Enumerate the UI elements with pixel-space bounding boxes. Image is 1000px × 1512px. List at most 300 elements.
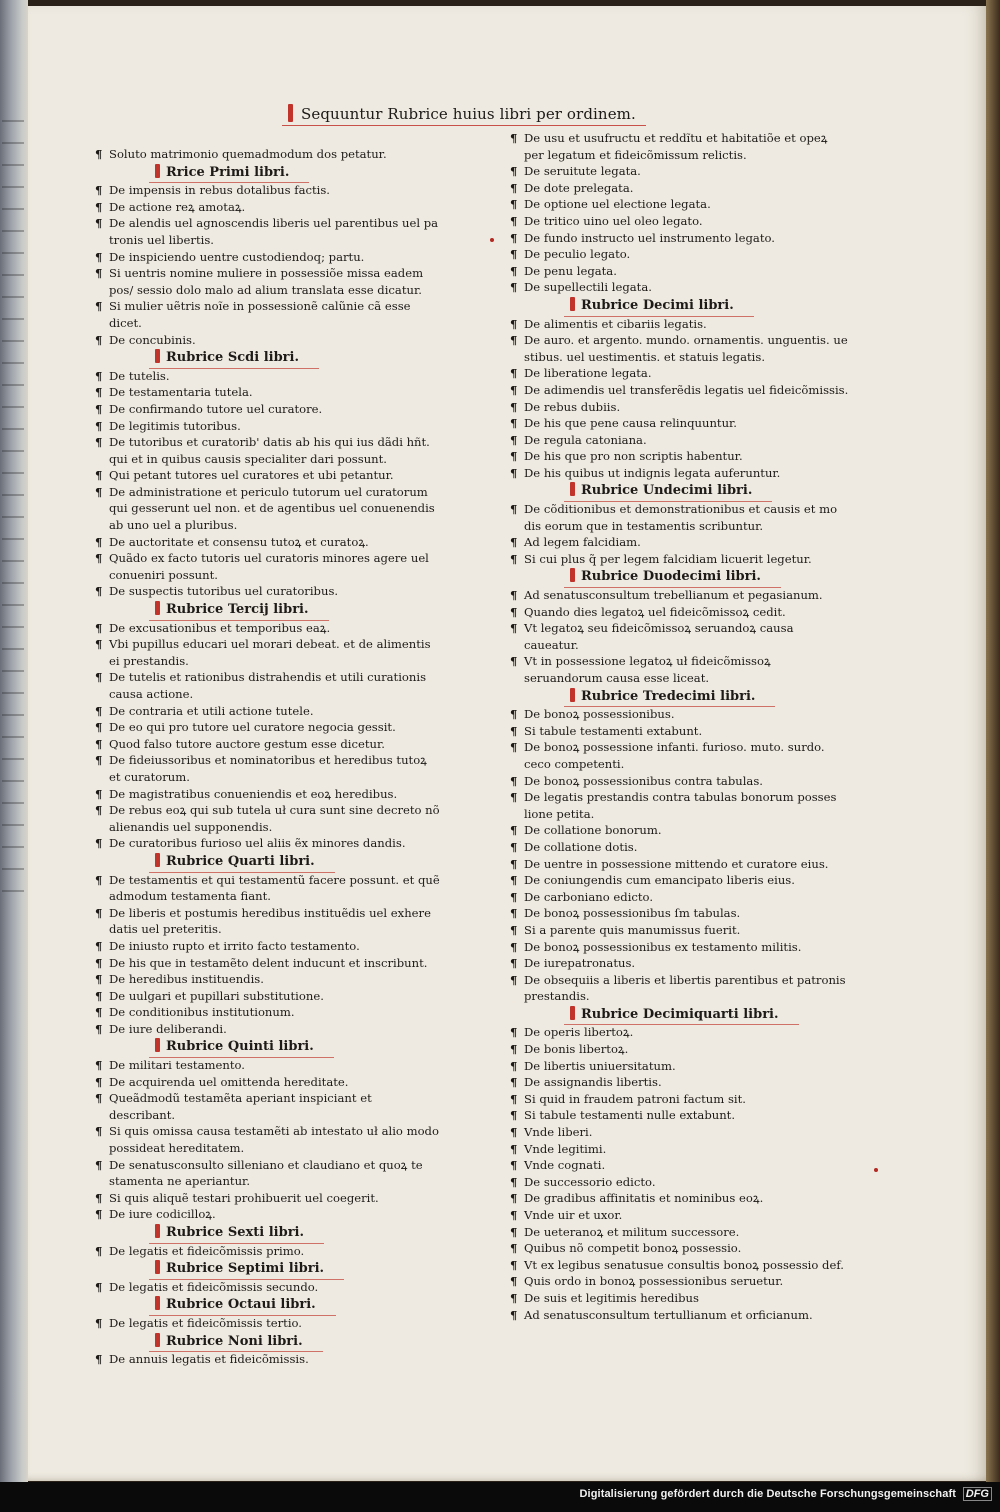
index-entry — [510, 1240, 850, 1257]
index-entry — [95, 1074, 440, 1091]
rubric-text: Rubrice Noni libri. — [166, 1333, 303, 1349]
rubric-text: Rubrice Scdi libri. — [166, 350, 299, 366]
rubric-text: Rubrice Octaui libri. — [166, 1297, 316, 1313]
entry-text: De his que pro non scriptis habentur. — [524, 449, 743, 464]
entry-text: De gradibus affinitatis et nominibus eoꝝ. — [524, 1191, 764, 1206]
pilcrow-icon: ¶ — [510, 972, 518, 987]
rubric-label — [570, 688, 755, 706]
pilcrow-icon: ¶ — [510, 1108, 518, 1123]
index-entry — [510, 279, 850, 296]
rubric-label — [155, 1296, 316, 1314]
rubric-label — [155, 164, 289, 182]
index-entry — [510, 1141, 850, 1158]
pilcrow-icon: ¶ — [510, 873, 518, 888]
rubric-heading — [95, 1223, 440, 1243]
page-headline — [288, 104, 636, 123]
index-entry — [95, 265, 440, 298]
index-entry — [510, 230, 850, 247]
pilcrow-icon: ¶ — [510, 449, 518, 464]
index-entry — [95, 1315, 440, 1332]
index-entry — [510, 1124, 850, 1141]
index-entry — [95, 905, 440, 938]
index-entry — [510, 399, 850, 416]
entry-text: De his que in testamẽto delent inducunt et inscribunt. — [109, 955, 428, 970]
pilcrow-icon: ¶ — [95, 1058, 103, 1073]
index-entry — [95, 620, 440, 637]
pilcrow-icon: ¶ — [95, 670, 103, 685]
entry-text: De bonoꝝ possessionibus contra tabulas. — [524, 773, 763, 788]
headline-text: Sequuntur Rubrice huius libri per ordinem. — [301, 105, 636, 123]
pilcrow-icon: ¶ — [95, 484, 103, 499]
entry-text: Vnde liberi. — [524, 1125, 593, 1140]
index-entry — [510, 415, 850, 432]
pilcrow-icon: ¶ — [95, 385, 103, 400]
pilcrow-icon: ¶ — [510, 416, 518, 431]
pilcrow-icon: ¶ — [95, 703, 103, 718]
entry-text: De testamentaria tutela. — [109, 385, 253, 400]
pilcrow-icon: ¶ — [95, 753, 103, 768]
rubric-heading — [510, 687, 850, 707]
entry-text: Si quid in fraudem patroni factum sit. — [524, 1091, 746, 1106]
rubric-text: Rubrice Quarti libri. — [166, 853, 315, 869]
pilcrow-icon: ¶ — [95, 972, 103, 987]
index-entry — [95, 1090, 440, 1123]
pilcrow-icon: ¶ — [95, 1021, 103, 1036]
pilcrow-icon: ¶ — [510, 1025, 518, 1040]
entry-text: De rebus eoꝝ qui sub tutela uł cura sunt sine decreto nõ alienandis uel supponendis. — [109, 803, 440, 834]
index-entry — [510, 1058, 850, 1075]
entry-text: De liberis et postumis heredibus instituẽdis uel exhere datis uel preteritis. — [109, 905, 431, 937]
page-edge — [986, 0, 1000, 1482]
index-entry — [510, 1257, 850, 1274]
rubric-text: Rubrice Duodecimi libri. — [581, 569, 761, 585]
index-entry — [510, 465, 850, 482]
pilcrow-icon: ¶ — [510, 551, 518, 566]
index-entry — [510, 1307, 850, 1324]
index-entry — [95, 736, 440, 753]
index-entry — [95, 368, 440, 385]
entry-text: De conditionibus institutionum. — [109, 1005, 295, 1020]
rubrication-mark — [155, 853, 160, 867]
entry-text: Quãdo ex facto tutoris uel curatoris minores agere uel conueniri possunt. — [109, 551, 429, 582]
rubric-heading — [95, 1037, 440, 1057]
rubrication-mark — [155, 164, 160, 178]
index-entry — [510, 856, 850, 873]
dfg-logo: DFG — [963, 1487, 992, 1501]
index-entry — [95, 1206, 440, 1223]
entry-text: Si a parente quis manumissus fuerit. — [524, 922, 741, 937]
entry-text: Ad legem falcidiam. — [524, 535, 641, 550]
rubrication-mark — [570, 297, 575, 311]
index-entry — [95, 467, 440, 484]
index-entry — [95, 146, 440, 163]
pilcrow-icon: ¶ — [95, 803, 103, 818]
entry-text: De legatis et fideicõmissis tertio. — [109, 1315, 302, 1330]
index-entry — [95, 703, 440, 720]
index-entry — [510, 163, 850, 180]
entry-text: De successorio edicto. — [524, 1174, 656, 1189]
pilcrow-icon: ¶ — [95, 299, 103, 314]
entry-text: De inspiciendo uentre custodiendoq; partu. — [109, 249, 365, 264]
index-entry — [510, 972, 850, 1005]
entry-text: De annuis legatis et fideicõmissis. — [109, 1352, 309, 1367]
pilcrow-icon: ¶ — [95, 551, 103, 566]
index-entry — [95, 215, 440, 248]
entry-text: De bonoꝝ possessione infanti. furioso. muto. surdo. ceco competenti. — [524, 740, 825, 771]
entry-text: Queãdmodũ testamẽta aperiant inspiciant et describant. — [109, 1091, 372, 1122]
rubric-label — [570, 482, 752, 500]
index-entry — [95, 669, 440, 702]
index-entry — [510, 922, 850, 939]
rubrication-mark — [155, 1260, 160, 1274]
rubric-label — [155, 1333, 303, 1351]
rubric-text: Rubrice Septimi libri. — [166, 1261, 325, 1277]
pilcrow-icon: ¶ — [510, 1257, 518, 1272]
index-entry — [510, 213, 850, 230]
entry-text: De penu legata. — [524, 263, 617, 278]
pilcrow-icon: ¶ — [510, 654, 518, 669]
entry-text: De iure codicilloꝝ. — [109, 1207, 216, 1222]
rubric-heading — [95, 348, 440, 368]
index-entry — [510, 501, 850, 534]
rubric-label — [155, 1224, 304, 1242]
entry-text: De curatoribus furioso uel aliis ẽx minores dandis. — [109, 836, 406, 851]
rubric-text: Rubrice Tercij libri. — [166, 602, 309, 618]
pilcrow-icon: ¶ — [95, 736, 103, 751]
pilcrow-icon: ¶ — [510, 366, 518, 381]
pilcrow-icon: ¶ — [510, 1158, 518, 1173]
entry-text: De bonoꝝ possessionibus ex testamento militis. — [524, 939, 802, 954]
entry-text: Vt in possessione legatoꝝ uł fideicõmissoꝝ seruandorum causa esse liceat. — [524, 654, 771, 685]
pilcrow-icon: ¶ — [95, 584, 103, 599]
index-entry — [510, 316, 850, 333]
entry-text: De uentre in possessione mittendo et curatore eius. — [524, 856, 829, 871]
rubric-label — [570, 297, 734, 315]
entry-text: De contraria et utili actione tutele. — [109, 703, 314, 718]
entry-text: De eo qui pro tutore uel curatore negocia gessit. — [109, 720, 396, 735]
index-entry — [510, 587, 850, 604]
pilcrow-icon: ¶ — [95, 955, 103, 970]
rubrication-mark — [570, 688, 575, 702]
entry-text: Vnde cognati. — [524, 1158, 606, 1173]
index-entry — [510, 1207, 850, 1224]
pilcrow-icon: ¶ — [95, 1315, 103, 1330]
index-entry — [510, 839, 850, 856]
index-entry — [95, 1190, 440, 1207]
index-entry — [95, 534, 440, 551]
index-entry — [95, 835, 440, 852]
pilcrow-icon: ¶ — [510, 707, 518, 722]
index-entry — [95, 1351, 440, 1368]
entry-text: Quibus nõ competit bonoꝝ possessio. — [524, 1241, 742, 1256]
pilcrow-icon: ¶ — [95, 720, 103, 735]
entry-text: De rebus dubiis. — [524, 399, 621, 414]
pilcrow-icon: ¶ — [510, 956, 518, 971]
entry-text: De usu et usufructu et reddĩtu et habitatiõe et opeꝝ per legatum et fideicõmissum relictis. — [524, 131, 828, 162]
index-entry — [510, 1024, 850, 1041]
rubrication-mark — [155, 1224, 160, 1238]
pilcrow-icon: ¶ — [510, 465, 518, 480]
entry-text: Si tabule testamenti nulle extabunt. — [524, 1108, 736, 1123]
pilcrow-icon: ¶ — [95, 183, 103, 198]
pilcrow-icon: ¶ — [510, 604, 518, 619]
rubric-heading — [510, 1005, 850, 1025]
entry-text: De fundo instructo uel instrumento legato. — [524, 230, 775, 245]
pilcrow-icon: ¶ — [510, 856, 518, 871]
entry-text: De collatione dotis. — [524, 839, 638, 854]
entry-text: Quis ordo in bonoꝝ possessionibus seruetur. — [524, 1274, 784, 1289]
index-entry — [95, 583, 440, 600]
entry-text: Vnde legitimi. — [524, 1141, 607, 1156]
entry-text: Soluto matrimonio quemadmodum dos petatur. — [109, 147, 387, 161]
pilcrow-icon: ¶ — [510, 1174, 518, 1189]
index-entry — [95, 484, 440, 534]
rubric-text: Rubrice Decimiquarti libri. — [581, 1006, 779, 1022]
entry-text: De regula catoniana. — [524, 432, 647, 447]
entry-text: De suis et legitimis heredibus — [524, 1290, 699, 1305]
index-entry — [510, 1290, 850, 1307]
index-entry — [510, 196, 850, 213]
pilcrow-icon: ¶ — [95, 1243, 103, 1258]
pilcrow-icon: ¶ — [95, 249, 103, 264]
rubrication-mark — [155, 601, 160, 615]
index-entry — [95, 1157, 440, 1190]
rubrication-mark — [570, 482, 575, 496]
entry-text: Vt ex legibus senatusue consultis bonoꝝ possessio def. — [524, 1257, 844, 1272]
index-entry — [510, 246, 850, 263]
pilcrow-icon: ¶ — [95, 905, 103, 920]
pilcrow-icon: ¶ — [510, 1290, 518, 1305]
index-entry — [510, 1074, 850, 1091]
entry-text: De bonis libertoꝝ. — [524, 1042, 629, 1057]
pilcrow-icon: ¶ — [510, 164, 518, 179]
pilcrow-icon: ¶ — [95, 266, 103, 281]
entry-text: De actione reꝝ amotaꝝ. — [109, 199, 246, 214]
pilcrow-icon: ¶ — [95, 1091, 103, 1106]
entry-text: De tutelis et rationibus distrahendis et utili curationis causa actione. — [109, 670, 427, 701]
pilcrow-icon: ¶ — [95, 468, 103, 483]
index-entry — [95, 752, 440, 785]
rubric-text: Rubrice Undecimi libri. — [581, 483, 753, 499]
entry-text: De alimentis et cibariis legatis. — [524, 316, 707, 331]
rubric-heading — [510, 296, 850, 316]
index-entry — [95, 1243, 440, 1260]
pilcrow-icon: ¶ — [510, 1224, 518, 1239]
headline-underline — [282, 125, 646, 126]
index-entry — [95, 971, 440, 988]
index-entry — [95, 1057, 440, 1074]
index-entry — [95, 418, 440, 435]
pilcrow-icon: ¶ — [510, 333, 518, 348]
pilcrow-icon: ¶ — [510, 502, 518, 517]
index-entry — [95, 249, 440, 266]
entry-text: De administratione et periculo tutorum uel curatorum qui gesserunt uel non. et de agentibus uel conuenendis ab uno uel a pluribus. — [109, 484, 435, 533]
ink-dot — [490, 238, 494, 242]
pilcrow-icon: ¶ — [510, 1058, 518, 1073]
entry-text: Si tabule testamenti extabunt. — [524, 723, 703, 738]
index-entry — [510, 448, 850, 465]
index-entry — [95, 938, 440, 955]
index-entry — [510, 939, 850, 956]
pilcrow-icon: ¶ — [95, 332, 103, 347]
index-entry — [95, 988, 440, 1005]
rubrication-mark — [155, 1296, 160, 1310]
index-entry — [510, 739, 850, 772]
entry-text: Ad senatusconsultum trebellianum et pegasianum. — [524, 588, 823, 603]
rubrication-mark — [288, 104, 293, 122]
entry-text: De tutoribus et curatorib' datis ab his qui ius dãdi hñt. qui et in quibus causis specialiter dari possunt. — [109, 435, 430, 466]
index-entry — [95, 1123, 440, 1156]
pilcrow-icon: ¶ — [510, 906, 518, 921]
entry-text: Vt legatoꝝ seu fideicõmissoꝝ seruandoꝝ causa caueatur. — [524, 621, 794, 652]
entry-text: De legatis et fideicõmissis primo. — [109, 1243, 305, 1258]
pilcrow-icon: ¶ — [95, 401, 103, 416]
entry-text: De auro. et argento. mundo. ornamentis. unguentis. ue stibus. uel uestimentis. et statuis legatis. — [524, 333, 848, 364]
entry-text: De his quibus ut indignis legata auferuntur. — [524, 465, 781, 480]
pilcrow-icon: ¶ — [510, 432, 518, 447]
index-entry — [95, 401, 440, 418]
pilcrow-icon: ¶ — [510, 1091, 518, 1106]
entry-text: De cõditionibus et demonstrationibus et causis et mo dis eorum que in testamentis scribuntur. — [524, 502, 838, 533]
rubric-text: Rubrice Decimi libri. — [581, 297, 734, 313]
index-entry — [510, 1174, 850, 1191]
right-column — [510, 130, 850, 1323]
index-entry — [95, 786, 440, 803]
entry-text: De confirmando tutore uel curatore. — [109, 401, 323, 416]
entry-text: Quando dies legatoꝝ uel fideicõmissoꝝ cedit. — [524, 604, 786, 619]
index-entry — [510, 1224, 850, 1241]
rubric-text: Rubrice Tredecimi libri. — [581, 688, 756, 704]
entry-text: De tritico uino uel oleo legato. — [524, 213, 703, 228]
pilcrow-icon: ¶ — [510, 823, 518, 838]
pilcrow-icon: ¶ — [510, 1141, 518, 1156]
pilcrow-icon: ¶ — [95, 637, 103, 652]
pilcrow-icon: ¶ — [510, 723, 518, 738]
entry-text: De his que pene causa relinquuntur. — [524, 416, 737, 431]
rubric-label — [570, 568, 761, 586]
index-entry — [95, 719, 440, 736]
rubric-text: Rrice Primi libri. — [166, 164, 290, 180]
index-entry — [510, 332, 850, 365]
entry-text: De coniungendis cum emancipato liberis eius. — [524, 873, 795, 888]
rubric-heading — [95, 1295, 440, 1315]
pilcrow-icon: ¶ — [510, 621, 518, 636]
entry-text: Si mulier uẽtris noĩe in possessionẽ calũnie cã esse dicet. — [109, 299, 411, 330]
index-entry — [510, 723, 850, 740]
pilcrow-icon: ¶ — [510, 939, 518, 954]
pilcrow-icon: ¶ — [510, 1042, 518, 1057]
pilcrow-icon: ¶ — [95, 620, 103, 635]
pilcrow-icon: ¶ — [510, 230, 518, 245]
pilcrow-icon: ¶ — [95, 872, 103, 887]
pilcrow-icon: ¶ — [95, 418, 103, 433]
index-entry — [510, 1157, 850, 1174]
index-entry — [95, 384, 440, 401]
pilcrow-icon: ¶ — [510, 740, 518, 755]
entry-text: Ad senatusconsultum tertullianum et orficianum. — [524, 1307, 813, 1322]
entry-text: De operis libertoꝝ. — [524, 1025, 634, 1040]
footer-credit: Digitalisierung gefördert durch die Deutsche Forschungsgemeinschaft — [579, 1488, 956, 1500]
pilcrow-icon: ¶ — [510, 213, 518, 228]
index-entry — [510, 263, 850, 280]
index-entry — [510, 822, 850, 839]
index-entry — [510, 130, 850, 163]
entry-text: De testamentis et qui testamentũ facere possunt. et quẽ admodum testamenta fiant. — [109, 872, 440, 904]
index-entry — [510, 180, 850, 197]
pilcrow-icon: ¶ — [95, 1207, 103, 1222]
entry-text: De collatione bonorum. — [524, 823, 662, 838]
entry-text: De iniusto rupto et irrito facto testamento. — [109, 938, 360, 953]
book-spine — [0, 0, 28, 1512]
index-entry — [510, 872, 850, 889]
pilcrow-icon: ¶ — [510, 280, 518, 295]
index-entry — [510, 773, 850, 790]
rubric-text: Rubrice Quinti libri. — [166, 1039, 314, 1055]
pilcrow-icon: ¶ — [510, 1274, 518, 1289]
left-column — [95, 146, 440, 1368]
entry-text: De heredibus instituendis. — [109, 972, 264, 987]
pilcrow-icon: ¶ — [510, 197, 518, 212]
entry-text: De carboniano edicto. — [524, 889, 654, 904]
index-entry — [510, 889, 850, 906]
rubrication-mark — [570, 568, 575, 582]
index-entry — [510, 1190, 850, 1207]
index-entry — [95, 802, 440, 835]
pilcrow-icon: ¶ — [510, 316, 518, 331]
entry-text: De ueteranoꝝ et militum successore. — [524, 1224, 740, 1239]
entry-text: De libertis uniuersitatum. — [524, 1058, 676, 1073]
pilcrow-icon: ¶ — [510, 588, 518, 603]
pilcrow-icon: ¶ — [510, 889, 518, 904]
rubric-label — [570, 1006, 779, 1024]
rubric-heading — [510, 481, 850, 501]
pilcrow-icon: ¶ — [95, 1352, 103, 1367]
pilcrow-icon: ¶ — [95, 1157, 103, 1172]
entry-text: De suspectis tutoribus uel curatoribus. — [109, 584, 339, 599]
rubrication-mark — [570, 1006, 575, 1020]
index-entry — [95, 955, 440, 972]
entry-text: De iure deliberandi. — [109, 1021, 227, 1036]
entry-text: De auctoritate et consensu tutoꝝ et curatoꝝ. — [109, 534, 369, 549]
pilcrow-icon: ¶ — [510, 263, 518, 278]
entry-text: De fideiussoribus et nominatoribus et heredibus tutoꝝ et curatorum. — [109, 753, 427, 784]
pilcrow-icon: ¶ — [510, 790, 518, 805]
pilcrow-icon: ¶ — [510, 382, 518, 397]
pilcrow-icon: ¶ — [510, 839, 518, 854]
index-entry — [510, 1273, 850, 1290]
entry-text: De magistratibus conueniendis et eoꝝ heredibus. — [109, 786, 398, 801]
pilcrow-icon: ¶ — [95, 216, 103, 231]
entry-text: De tutelis. — [109, 368, 170, 383]
rubric-heading — [95, 163, 440, 183]
entry-text: De legatis et fideicõmissis secundo. — [109, 1279, 319, 1294]
index-entry — [95, 550, 440, 583]
entry-text: De excusationibus et temporibus eaꝝ. — [109, 620, 331, 635]
index-entry — [510, 1091, 850, 1108]
entry-text: Si quis omissa causa testamẽti ab intestato uł alio modo possideat hereditatem. — [109, 1124, 439, 1156]
entry-text: Quod falso tutore auctore gestum esse dicetur. — [109, 736, 385, 751]
pilcrow-icon: ¶ — [95, 1124, 103, 1139]
rubric-heading — [95, 1332, 440, 1352]
index-entry — [95, 199, 440, 216]
pilcrow-icon: ¶ — [95, 199, 103, 214]
entry-text: Qui petant tutores uel curatores et ubi petantur. — [109, 468, 394, 483]
pilcrow-icon: ¶ — [510, 1241, 518, 1256]
index-entry — [510, 551, 850, 568]
pilcrow-icon: ¶ — [510, 1208, 518, 1222]
pilcrow-icon: ¶ — [510, 1125, 518, 1140]
index-entry — [95, 1004, 440, 1021]
